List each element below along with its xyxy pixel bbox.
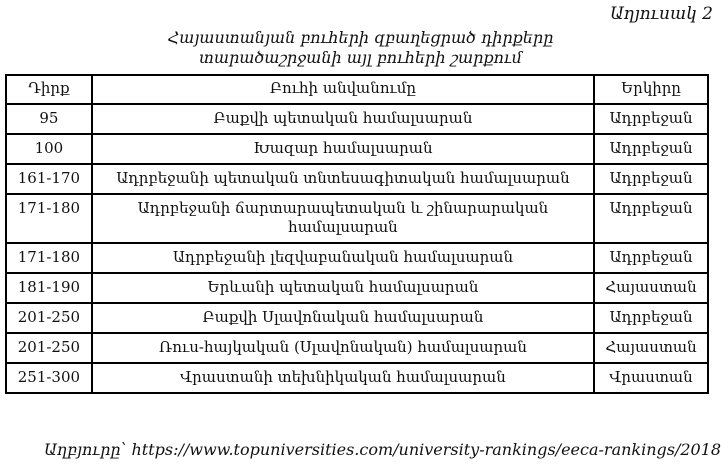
table-row xyxy=(6,303,708,333)
cell-rank: 171-180 xyxy=(6,194,92,243)
source-note xyxy=(44,440,721,459)
table-row xyxy=(6,194,708,243)
cell-country: Հայաստան xyxy=(594,273,708,303)
cell-country: Ադրբեջան xyxy=(594,194,708,243)
cell-rank: 171-180 xyxy=(6,243,92,273)
table-row xyxy=(6,164,708,194)
header-rank: Դիրք xyxy=(6,75,92,104)
cell-rank: 251-300 xyxy=(6,363,92,393)
cell-university-name: Ադրբեջանի լեզվաբանական համալսարան xyxy=(92,243,594,273)
table-row xyxy=(6,363,708,393)
cell-country: Ադրբեջան xyxy=(594,243,708,273)
cell-university-name: Բաքվի պետական համալսարան xyxy=(92,104,594,134)
cell-country: Ադրբեջան xyxy=(594,104,708,134)
table-title-line-2: տարածաշրջանի այլ բուհերի շարքում xyxy=(198,48,523,67)
source-url: https://www.topuniversities.com/university-rankings/eeca-rankings/2018 xyxy=(131,440,721,459)
cell-university-name: Խազար համալսարան xyxy=(92,134,594,164)
header-country: Երկիրը xyxy=(594,75,708,104)
table-title-line-1: Հայաստանյան բուհերի զբաղեցրած դիրքերը xyxy=(167,28,554,47)
cell-university-name: Բաքվի Սլավոնական համալսարան xyxy=(92,303,594,333)
cell-rank: 181-190 xyxy=(6,273,92,303)
cell-country: Ադրբեջան xyxy=(594,134,708,164)
cell-rank: 201-250 xyxy=(6,303,92,333)
table-row xyxy=(6,243,708,273)
table-row xyxy=(6,134,708,164)
table-header-row xyxy=(6,75,708,104)
cell-university-name: Վրաստանի տեխնիկական համալսարան xyxy=(92,363,594,393)
cell-country: Ադրբեջան xyxy=(594,164,708,194)
cell-rank: 161-170 xyxy=(6,164,92,194)
cell-university-name: Ռուս-հայկական (Սլավոնական) համալսարան xyxy=(92,333,594,363)
source-label: Աղբյուրը՝ xyxy=(44,440,127,459)
cell-university-name: Ադրբեջանի ճարտարապետական և շինարարական համալսարան xyxy=(92,194,594,243)
cell-country: Վրաստան xyxy=(594,363,708,393)
table-title xyxy=(0,28,721,68)
cell-university-name: Երևանի պետական համալսարան xyxy=(92,273,594,303)
header-university-name: Բուհի անվանումը xyxy=(92,75,594,104)
cell-country: Ադրբեջան xyxy=(594,303,708,333)
cell-rank: 100 xyxy=(6,134,92,164)
table-number-label: Աղյուսակ 2 xyxy=(609,4,713,24)
cell-university-name: Ադրբեջանի պետական տնտեսագիտական համալսարան xyxy=(92,164,594,194)
ranking-table xyxy=(5,74,709,394)
cell-rank: 201-250 xyxy=(6,333,92,363)
table-row xyxy=(6,333,708,363)
cell-rank: 95 xyxy=(6,104,92,134)
table-row xyxy=(6,273,708,303)
table-row xyxy=(6,104,708,134)
cell-country: Հայաստան xyxy=(594,333,708,363)
